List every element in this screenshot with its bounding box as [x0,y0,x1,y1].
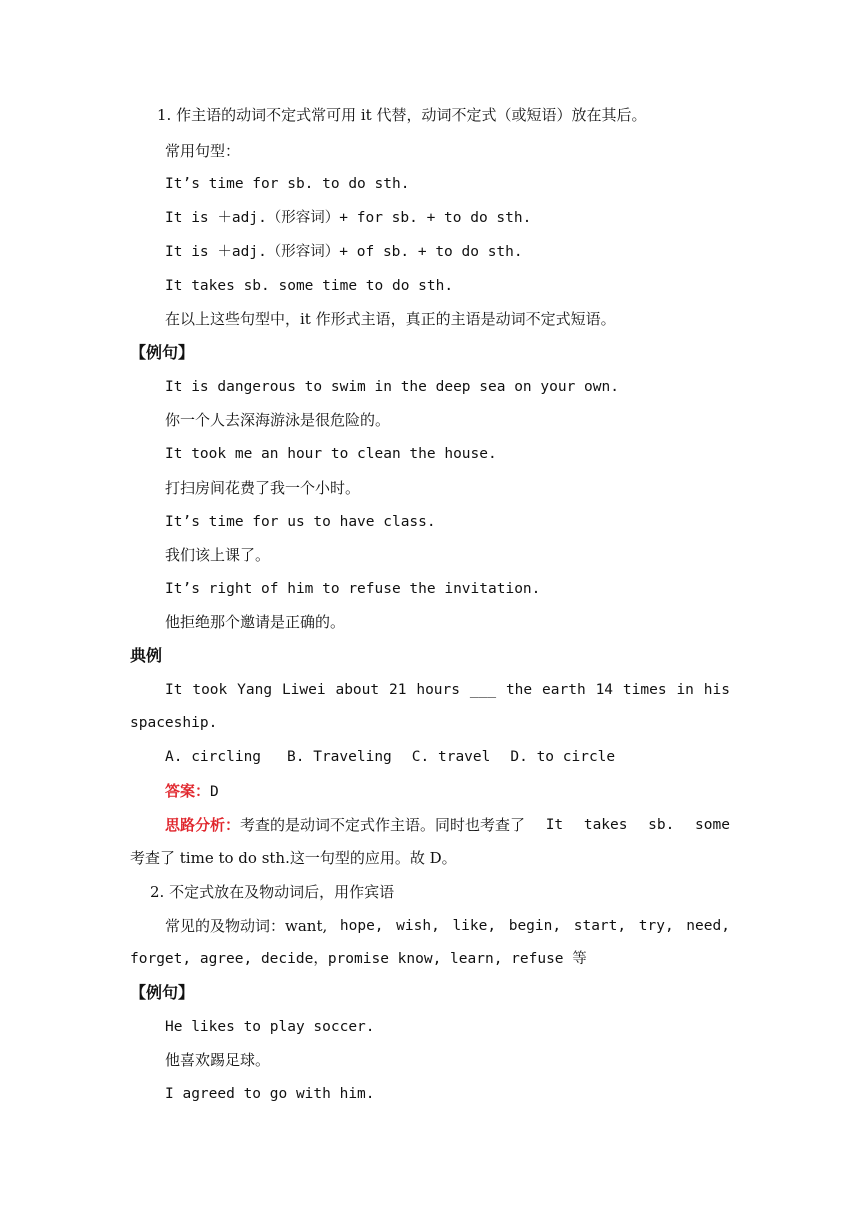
word: start, [573,918,627,934]
example-sentence: It is dangerous to swim in the deep sea on your own. [165,379,619,395]
word: hope, [339,918,384,934]
analysis-line-continued: 考查了 time to do sth.这一句型的应用。故 D。 [130,849,457,867]
summary-line: 在以上这些句型中，it 作形式主语，真正的主语是动词不定式短语。 [165,310,616,328]
answer-value: D [210,784,219,800]
pattern-line: It’s time for sb. to do sth. [165,176,410,192]
word: some [695,817,730,833]
example-translation: 他喜欢踢足球。 [165,1051,271,1069]
example-translation: 打扫房间花费了我一个小时。 [165,479,361,497]
word: earth [542,682,586,698]
verbs-line [165,915,730,937]
pattern-line: It is ＋adj.（形容词）+ for sb. + to do sth. [165,210,532,226]
examples-heading: 【例句】 [130,983,195,1002]
word: takes [583,817,628,833]
point-1 [157,104,646,126]
verbs-lead: 常见的及物动词：want, [165,917,328,935]
analysis-label: 思路分析： [165,816,241,834]
verbs-line-continued: forget, agree, decide，promise know, learn, refuse 等 [130,951,587,967]
word: wish, [396,918,440,934]
example-sentence: I agreed to go with him. [165,1086,375,1102]
example-translation: 你一个人去深海游泳是很危险的。 [165,411,391,429]
word: took [192,682,228,698]
pattern-line: It is ＋adj.（形容词）+ of sb. + to do sth. [165,244,523,260]
word: in [676,682,694,698]
typical-heading: 典例 [130,646,163,665]
example-sentence: It took me an hour to clean the house. [165,446,497,462]
patterns-label: 常用句型： [165,142,241,160]
question-line [165,679,730,701]
option-c: C. travel [411,749,491,765]
word: 14 [595,682,614,698]
word: It [165,682,183,698]
word: about [335,682,380,698]
analysis-text: 考查的是动词不定式作主语。同时也考查了 [240,816,526,834]
option-a: A. circling [165,749,262,765]
question-line-continued: spaceship. [130,715,218,731]
answer-label: 答案： [165,782,211,800]
blank: ___ [469,682,497,698]
example-sentence: It’s right of him to refuse the invitation. [165,581,541,597]
word: It [545,817,564,833]
point-2 [150,881,394,903]
word: need, [686,918,730,934]
word: the [505,682,533,698]
word: Yang [237,682,273,698]
word: like, [452,918,497,934]
pattern-line: It takes sb. some time to do sth. [165,278,454,294]
point-text: 作主语的动词不定式常可用 it 代替，动词不定式（或短语）放在其后。 [176,106,647,124]
example-translation: 他拒绝那个邀请是正确的。 [165,613,346,631]
point-number: 1. [157,106,172,124]
options-line [165,746,615,768]
example-translation: 我们该上课了。 [165,546,271,564]
word: 21 [389,682,407,698]
word: his [703,682,730,698]
option-d: D. to circle [510,749,616,765]
word: hours [416,682,460,698]
answer-line [165,780,219,803]
point-number: 2. [150,883,165,901]
example-sentence: He likes to play soccer. [165,1019,375,1035]
analysis-line [165,814,730,836]
example-sentence: It’s time for us to have class. [165,514,436,530]
word: try, [638,918,674,934]
word: sb. [648,817,675,833]
word: times [622,682,667,698]
word: begin, [508,918,562,934]
point-text: 不定式放在及物动词后，用作宾语 [169,883,395,901]
word: Liwei [281,682,326,698]
examples-heading: 【例句】 [130,343,195,362]
option-b: B. Traveling [287,749,392,765]
